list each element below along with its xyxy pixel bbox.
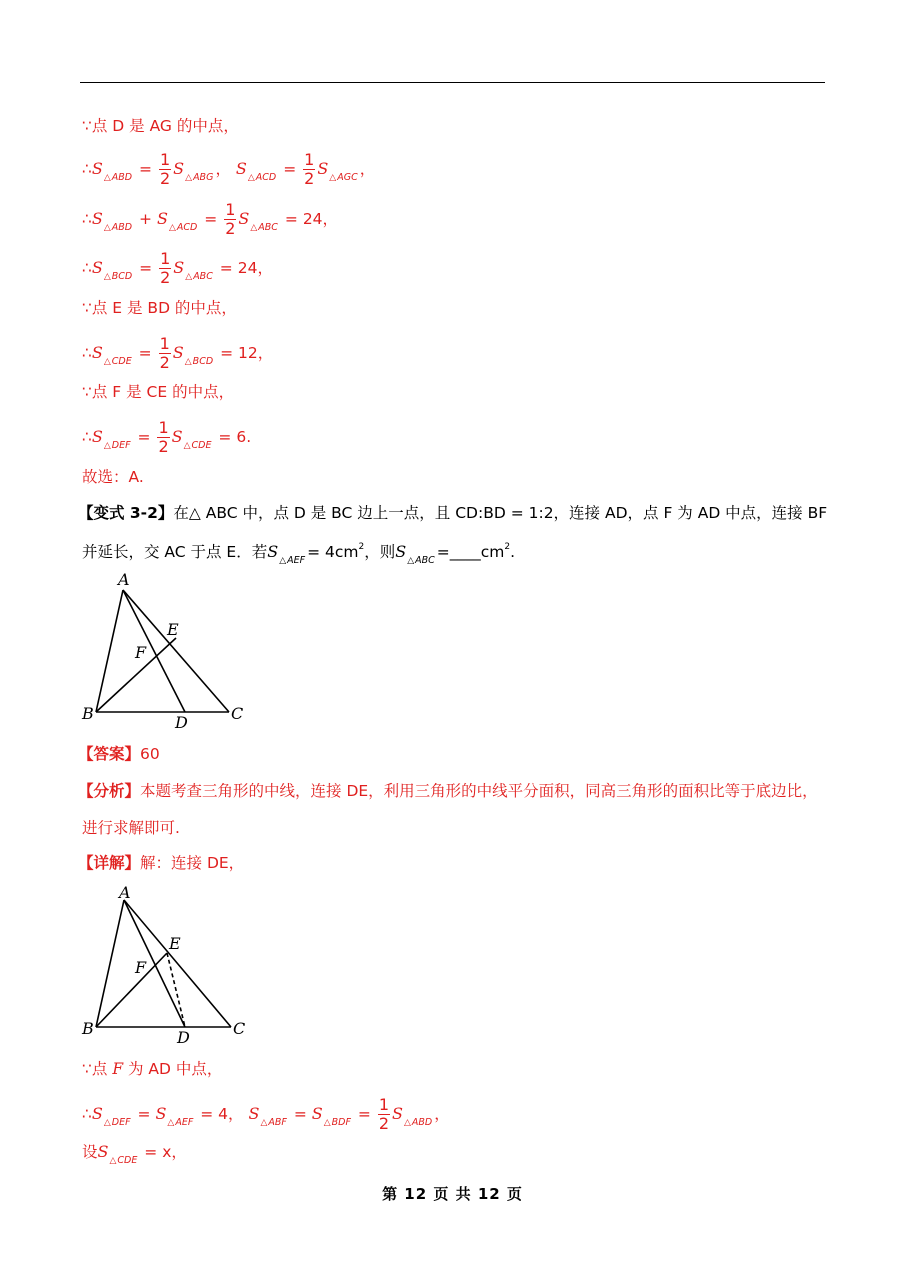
- label-f: F: [135, 643, 147, 662]
- label-b: B: [82, 1019, 94, 1038]
- segment-ad: [124, 900, 185, 1027]
- answer-line: [78, 743, 160, 765]
- line-sum-24: $\therefore S_{\triangle ABD} + S_{\triangle ACD}$ = $\frac{1}{2}$ $S_{\triangle ABC} = 24$，: [82, 200, 339, 238]
- label-f: F: [135, 958, 147, 977]
- line-eq-abd-acd: $\therefore S_{\triangle ABD}$ = $\frac{1}{2}$ $S_{\triangle ABG}$ ， $S_{\triangle ACD}$ = $\frac{1}{2}$ $S_{\triangle AGC}$ ，: [82, 150, 376, 188]
- segment-be: [96, 953, 167, 1027]
- label-d: D: [175, 713, 188, 732]
- answer-value: 60: [140, 745, 160, 763]
- page-footer: 第 12 页 共 12 页: [382, 1185, 523, 1203]
- edge-ab: [96, 590, 123, 712]
- label-a: A: [119, 883, 131, 902]
- line-choice: 故选：A.: [82, 468, 144, 486]
- analysis-line-1: 【分析】本题考查三角形的中线，连接 DE，利用三角形的中线平分面积，同高三角形的面积比等于底边比，: [78, 782, 818, 800]
- answer-label: 【答案】: [78, 745, 141, 763]
- label-b: B: [82, 704, 94, 723]
- line-cde-12: $\therefore S_{\triangle CDE}$ = $\frac{1}{2}$ $S_{\triangle BCD} = 12$，: [82, 334, 274, 372]
- label-e: E: [167, 620, 179, 639]
- line-bcd-24: $\therefore S_{\triangle BCD}$ = $\frac{1}{2}$ $S_{\triangle ABC} = 24$，: [82, 249, 273, 287]
- edge-ab: [96, 900, 124, 1027]
- line-set-x: 设$S_{\triangle CDE} = x$，: [82, 1142, 187, 1166]
- line-f-midpoint: ∵点 F 是 CE 的中点，: [82, 383, 235, 401]
- detail-label: 【详解】: [78, 854, 141, 872]
- problem-line-2: 并延长，交 AC 于点 E．若$S_{\triangle AEF} = 4cm^2$，则$S_{\triangle ABC}$ $=\_\_\_\_cm^2$.: [82, 542, 516, 567]
- line-f-ad-midpoint: ∵点 F 为 AD 中点，: [82, 1060, 223, 1078]
- label-a: A: [118, 570, 130, 589]
- dashed-segment-de: [167, 953, 185, 1027]
- analysis-line-2: 进行求解即可.: [82, 819, 180, 837]
- problem-line-1: 【变式 3-2】在△ ABC 中，点 D 是 BC 边上一点，且 CD:BD = 1:2，连接 AD，点 F 为 AD 中点，连接 BF: [78, 504, 828, 522]
- label-c: C: [231, 704, 244, 723]
- label-d: D: [177, 1028, 190, 1047]
- label-c: C: [233, 1019, 246, 1038]
- label-e: E: [169, 934, 181, 953]
- triangle-figure-2: [78, 880, 258, 1048]
- line-def-aef: $\therefore S_{\triangle DEF} = S_{\triangle AEF} = 4$， $S_{\triangle ABF} = S_{\triangle BDF}$ = $\frac{1}{2}$ $S_{\triangle ABD}$ ，: [82, 1095, 450, 1133]
- header-rule: [80, 82, 825, 83]
- line-def-6: $\therefore S_{\triangle DEF}$ = $\frac{1}{2}$ $S_{\triangle CDE} = 6$.: [82, 418, 252, 456]
- triangle-figure-1: [78, 570, 258, 735]
- detail-line: 【详解】解：连接 DE，: [78, 854, 245, 872]
- problem-label: 【变式 3-2】: [78, 504, 174, 522]
- analysis-label: 【分析】: [78, 782, 141, 800]
- line-d-midpoint: ∵点 D 是 AG 的中点，: [82, 117, 239, 135]
- line-e-midpoint: ∵点 E 是 BD 的中点，: [82, 299, 237, 317]
